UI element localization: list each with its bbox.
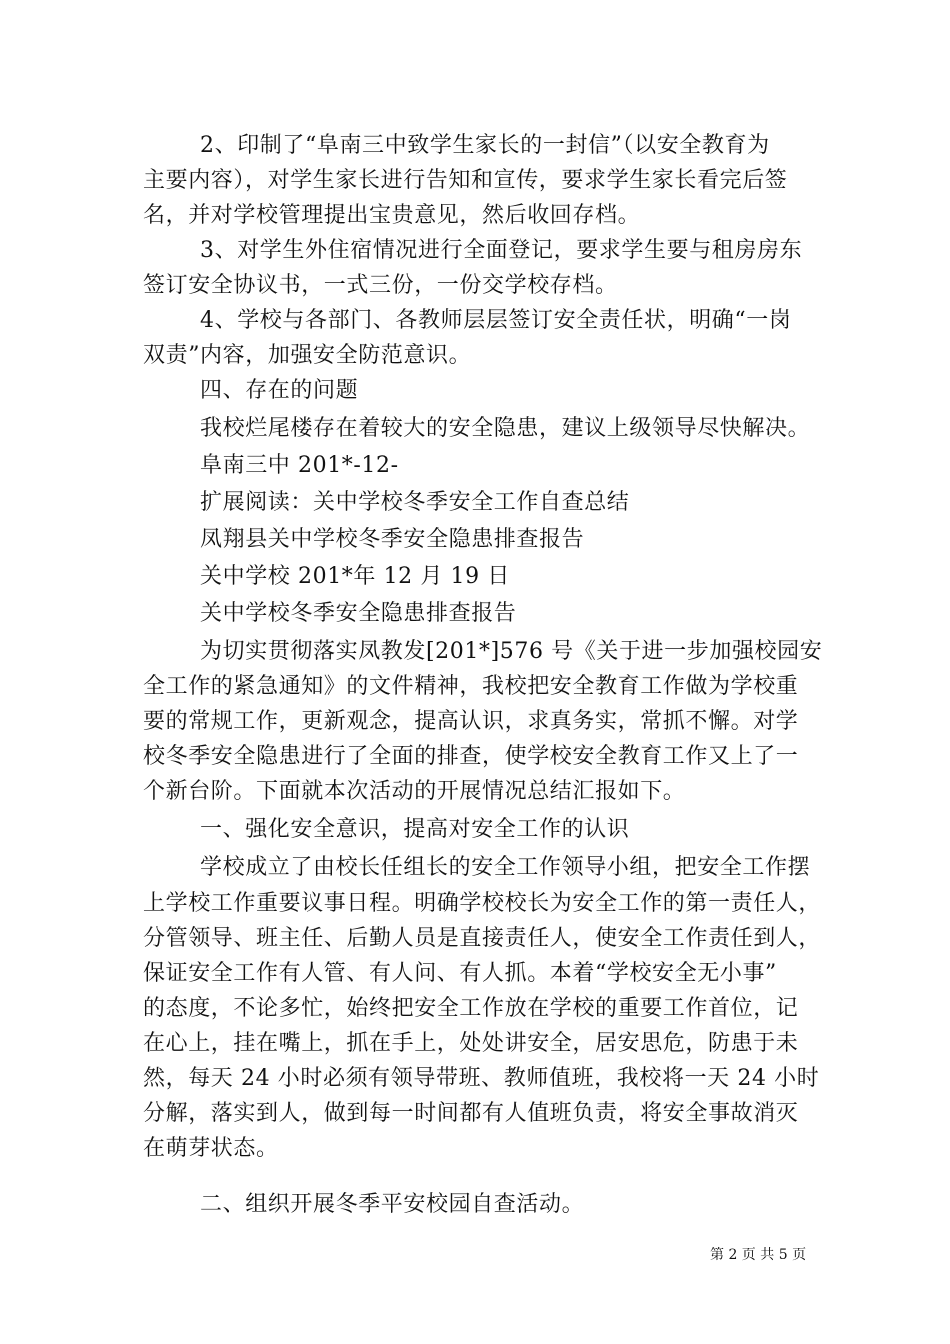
text-line: 2、印制了“阜南三中致学生家长的一封信”（以安全教育为 — [200, 133, 770, 158]
text-line: 分管领导、班主任、后勤人员是直接责任人，使安全工作责任到人， — [143, 926, 822, 951]
section-heading: 一、强化安全意识，提高对安全工作的认识 — [200, 817, 630, 842]
text-line: 我校烂尾楼存在着较大的安全隐患，建议上级领导尽快解决。 — [200, 416, 811, 441]
extended-reading-title: 扩展阅读：关中学校冬季安全工作自查总结 — [200, 490, 630, 515]
report-title: 关中学校冬季安全隐患排查报告 — [200, 601, 517, 626]
text-line: 签订安全协议书，一式三份，一份交学校存档。 — [143, 273, 618, 298]
text-line: 要的常规工作，更新观念，提高认识，求真务实，常抓不懈。对学 — [143, 709, 799, 734]
text-line: 分解，落实到人，做到每一时间都有人值班负责，将安全事故消灭 — [143, 1101, 799, 1126]
text-line: 个新台阶。下面就本次活动的开展情况总结汇报如下。 — [143, 779, 686, 804]
section-heading: 四、存在的问题 — [200, 378, 359, 403]
text-line: 的态度，不论多忙，始终把安全工作放在学校的重要工作首位，记 — [143, 996, 799, 1021]
text-line: 双责”内容，加强安全防范意识。 — [143, 343, 472, 368]
report-title: 凤翔县关中学校冬季安全隐患排查报告 — [200, 527, 585, 552]
signature-line: 阜南三中 201*-12- — [200, 453, 399, 478]
text-line: 在心上，挂在嘴上，抓在手上，处处讲安全，居安思危，防患于未 — [143, 1031, 799, 1056]
text-line: 名，并对学校管理提出宝贵意见，然后收回存档。 — [143, 203, 641, 228]
text-line: 主要内容），对学生家长进行告知和宣传，要求学生家长看完后签 — [143, 168, 788, 193]
section-heading: 二、组织开展冬季平安校园自查活动。 — [200, 1192, 585, 1217]
text-line: 4、学校与各部门、各教师层层签订安全责任状，明确“一岗 — [200, 308, 792, 333]
text-line: 然，每天 24 小时必须有领导带班、教师值班，我校将一天 24 小时 — [143, 1066, 820, 1091]
text-line: 在萌芽状态。 — [143, 1136, 279, 1161]
text-line: 学校成立了由校长任组长的安全工作领导小组，把安全工作摆 — [200, 855, 811, 880]
date-line: 关中学校 201*年 12 月 19 日 — [200, 564, 510, 589]
text-line: 上学校工作重要议事日程。明确学校校长为安全工作的第一责任人， — [143, 891, 822, 916]
text-line: 保证安全工作有人管、有人问、有人抓。本着“学校安全无小事” — [143, 961, 777, 986]
text-line: 校冬季安全隐患进行了全面的排查，使学校安全教育工作又上了一 — [143, 744, 799, 769]
page-indicator: 第 2 页 共 5 页 — [710, 1247, 807, 1263]
text-line: 3、对学生外住宿情况进行全面登记，要求学生要与租房房东 — [200, 238, 803, 263]
text-line: 为切实贯彻落实凤教发[201*]576 号《关于进一步加强校园安 — [200, 639, 823, 664]
text-line: 全工作的紧急通知》的文件精神，我校把安全教育工作做为学校重 — [143, 674, 799, 699]
